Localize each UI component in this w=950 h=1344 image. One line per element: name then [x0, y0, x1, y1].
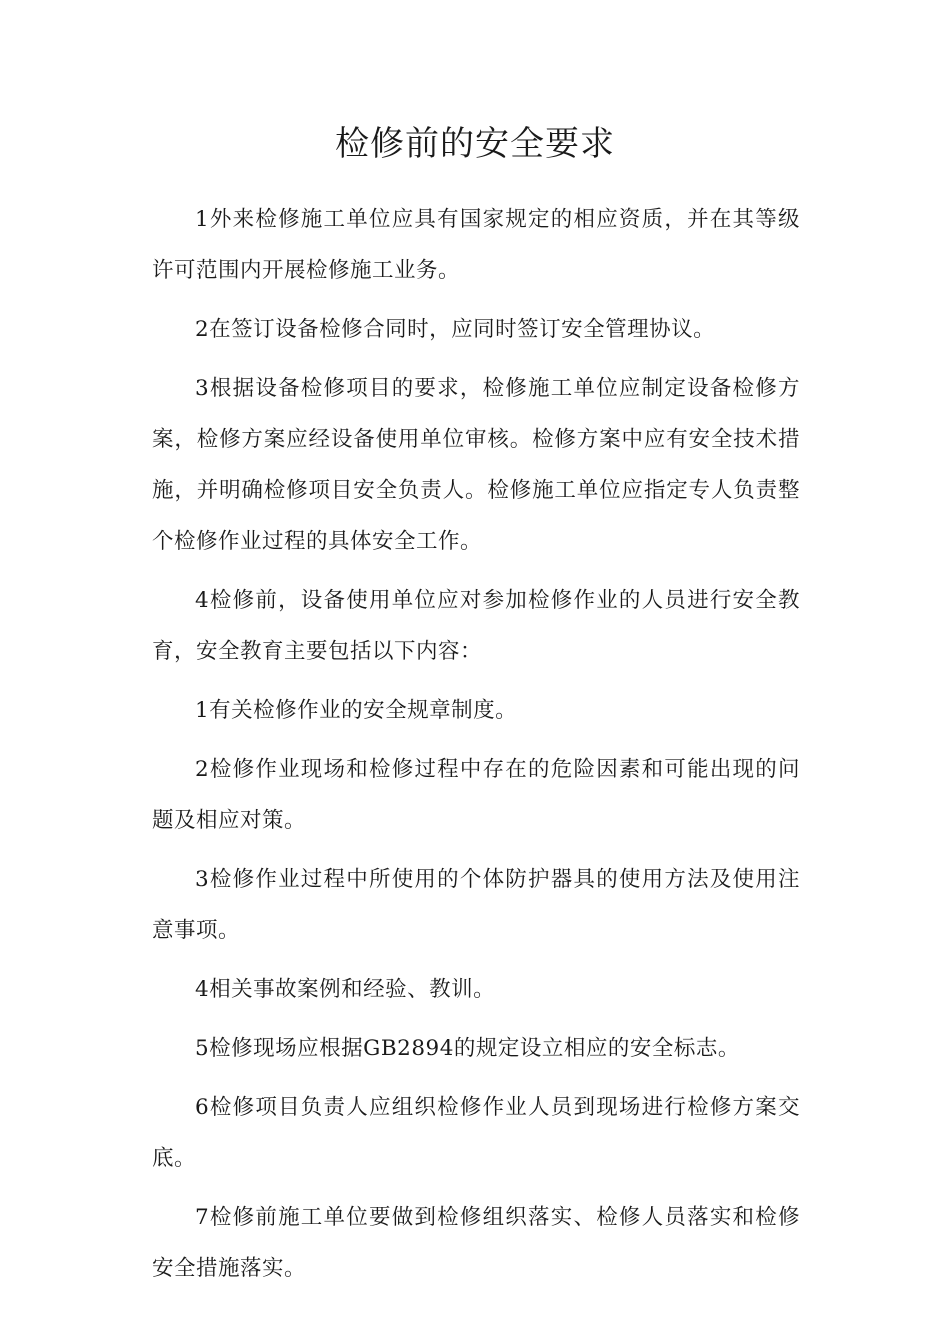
- paragraph-8: 4相关事故案例和经验、教训。: [195, 977, 496, 1002]
- paragraph-7: 3检修作业过程中所使用的个体防护器具的使用方法及使用注意事项。: [152, 867, 800, 943]
- document-body: [152, 194, 800, 1302]
- document-title: 检修前的安全要求: [335, 124, 615, 164]
- paragraph-11: 7检修前施工单位要做到检修组织落实、检修人员落实和检修安全措施落实。: [152, 1205, 800, 1281]
- paragraph-2: 2在签订设备检修合同时，应同时签订安全管理协议。: [195, 317, 716, 342]
- paragraph-6: 2检修作业现场和检修过程中存在的危险因素和可能出现的问题及相应对策。: [152, 757, 800, 833]
- paragraph-3: 3根据设备检修项目的要求，检修施工单位应制定设备检修方案，检修方案应经设备使用单位审核。检修方案中应有安全技术措施，并明确检修项目安全负责人。检修施工单位应指定专人负责整个检修作业过程的具体安全工作。: [152, 376, 800, 554]
- paragraph-9: 5检修现场应根据GB2894的规定设立相应的安全标志。: [195, 1036, 740, 1061]
- paragraph-10: 6检修项目负责人应组织检修作业人员到现场进行检修方案交底。: [152, 1095, 800, 1171]
- paragraph-5: 1有关检修作业的安全规章制度。: [195, 698, 518, 723]
- paragraph-4: 4检修前，设备使用单位应对参加检修作业的人员进行安全教育，安全教育主要包括以下内容：: [152, 588, 800, 664]
- paragraph-1: 1外来检修施工单位应具有国家规定的相应资质，并在其等级许可范围内开展检修施工业务。: [152, 207, 800, 283]
